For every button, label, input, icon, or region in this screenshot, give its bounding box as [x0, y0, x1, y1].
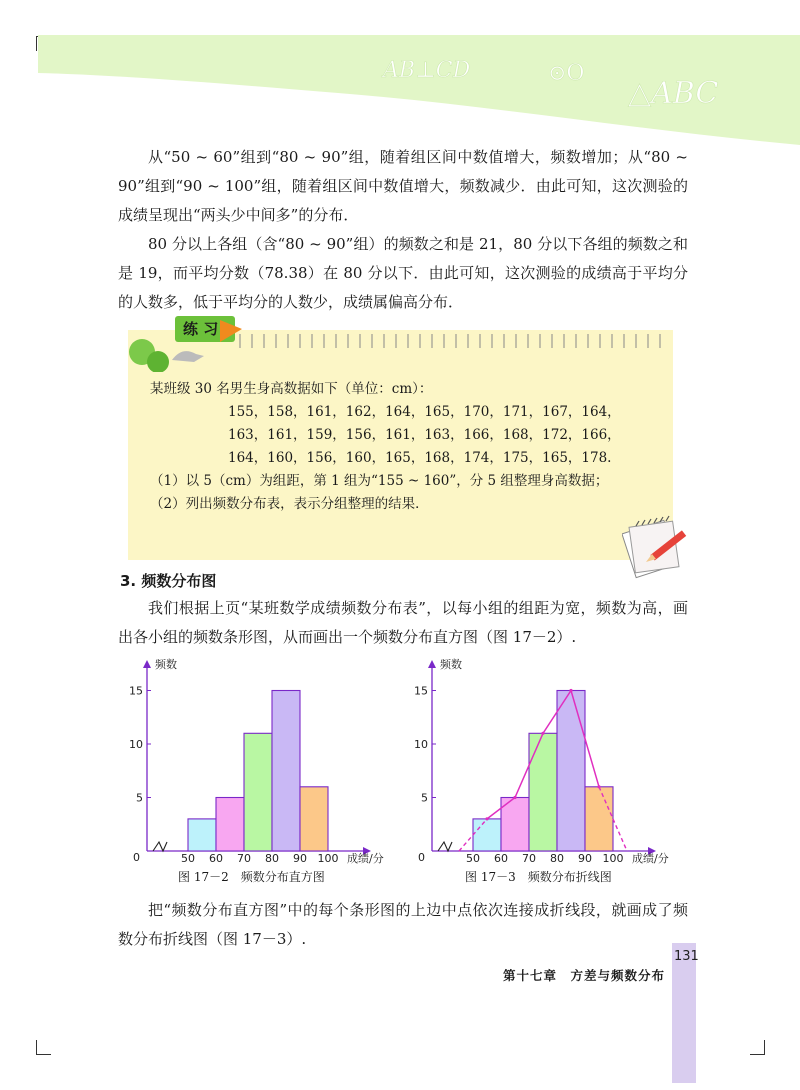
x-tick-label: 70 — [237, 852, 251, 865]
caption-figure-17-2: 图 17－2 频数分布直方图 — [178, 870, 325, 884]
paragraph-1: 从“50 ~ 60”组到“80 ~ 90”组，随着组区间中数值增大，频数增加；从“80 ~ 90”组到“90 ~ 100”组，随着组区间中数值增大，频数减少．由此可知，这次测验的成绩呈现出“两头少中间多”的分布． — [118, 148, 688, 224]
x-axis-label: 成绩/分 — [632, 852, 669, 865]
polygon-point-1 — [485, 817, 488, 820]
bar-70~80 — [244, 733, 272, 851]
y-axis-label: 频数 — [155, 658, 177, 671]
frequency-polygon-chart — [400, 650, 685, 865]
chapter-footer: 第十七章 方差与频数分布 — [502, 968, 665, 983]
x-axis-label: 成绩/分 — [347, 852, 384, 865]
bar-80~90 — [557, 691, 585, 852]
polygon-point-3 — [541, 732, 544, 735]
exercise-data-row-1: 155，158，161，162，164，165，170，171，167，164， — [228, 404, 621, 420]
bar-90~100 — [300, 787, 328, 851]
paragraph-2: 80 分以上各组（含“80 ~ 90”组）的频数之和是 21，80 分以下各组的频数之和是 19，而平均分数（78.38）在 80 分以下．由此可知，这次测验的成绩高于平均分的人数多，低于平均分的人数少，成绩属偏高分布． — [118, 235, 688, 311]
page-number-tab — [672, 943, 699, 1083]
exercise-data-row-2: 163，161，159，156，161，163，166，168，172，166， — [228, 427, 621, 443]
x-tick-label: 100 — [317, 852, 339, 865]
header-deco-triangle: △ABC — [628, 76, 719, 111]
exercise-intro: 某班级 30 名男生身高数据如下（单位：cm）： — [150, 381, 433, 397]
closing-text — [118, 896, 688, 954]
x-tick-label: 80 — [265, 852, 279, 865]
x-tick-label: 60 — [209, 852, 223, 865]
x-tick-label: 90 — [293, 852, 307, 865]
bar-70~80 — [529, 733, 557, 851]
exercise-badge: 练 习 — [183, 320, 219, 338]
origin-label: 0 — [418, 851, 425, 864]
x-tick-label: 50 — [466, 852, 480, 865]
y-tick-label: 5 — [421, 791, 428, 805]
section-body — [118, 594, 688, 652]
axis-break-mark — [153, 842, 167, 851]
body-text — [118, 143, 688, 317]
notebook-pencil-icon — [622, 512, 692, 582]
exercise-question-2: （2）列出频数分布表，表示分组整理的结果． — [150, 496, 429, 512]
bar-50~60 — [188, 819, 216, 851]
bar-50~60 — [473, 819, 501, 851]
header-deco-perpendicular: AB⊥CD — [383, 58, 471, 83]
y-tick-label: 15 — [129, 684, 143, 698]
bar-60~70 — [216, 798, 244, 852]
header-band — [38, 35, 800, 145]
x-tick-label: 90 — [578, 852, 592, 865]
exercise-question-1: （1）以 5（cm）为组距，第 1 组为“155 ~ 160”，分 5 组整理身高数据； — [150, 473, 609, 489]
page-number: 131 — [674, 949, 699, 964]
crop-mark-bottom-right — [750, 1040, 765, 1055]
caption-figure-17-3: 图 17－3 频数分布折线图 — [465, 870, 612, 884]
x-tick-label: 70 — [522, 852, 536, 865]
y-tick-label: 15 — [414, 684, 428, 698]
y-axis-label: 频数 — [440, 658, 462, 671]
section-title: 3. 频数分布图 — [120, 572, 217, 590]
bar-80~90 — [272, 691, 300, 852]
section-paragraph: 我们根据上页“某班数学成绩频数分布表”，以每小组的组距为宽，频数为高，画出各小组的频数条形图，从而画出一个频数分布直方图（图 17－2）. — [118, 599, 688, 646]
y-axis-arrow — [143, 660, 151, 668]
header-deco-circle: ⊙O — [548, 61, 585, 86]
y-axis-arrow — [428, 660, 436, 668]
x-tick-label: 80 — [550, 852, 564, 865]
polygon-point-5 — [597, 785, 600, 788]
bar-90~100 — [585, 787, 613, 851]
exercise-data-row-3: 164，160，156，160，165，168，174，175，165，178. — [228, 450, 612, 466]
y-tick-label: 5 — [136, 791, 143, 805]
origin-label: 0 — [133, 851, 140, 864]
closing-paragraph: 把“频数分布直方图”中的每个条形图的上边中点依次连接成折线段，就画成了频数分布折线图（图 17－3）. — [118, 901, 688, 948]
polygon-point-4 — [569, 689, 572, 692]
histogram-chart — [115, 650, 400, 865]
axis-break-mark — [438, 842, 452, 851]
x-tick-label: 60 — [494, 852, 508, 865]
x-tick-label: 50 — [181, 852, 195, 865]
crop-mark-bottom-left — [36, 1040, 51, 1055]
polygon-point-2 — [513, 796, 516, 799]
x-tick-label: 100 — [602, 852, 624, 865]
y-tick-label: 10 — [414, 738, 428, 751]
y-tick-label: 10 — [129, 738, 143, 751]
